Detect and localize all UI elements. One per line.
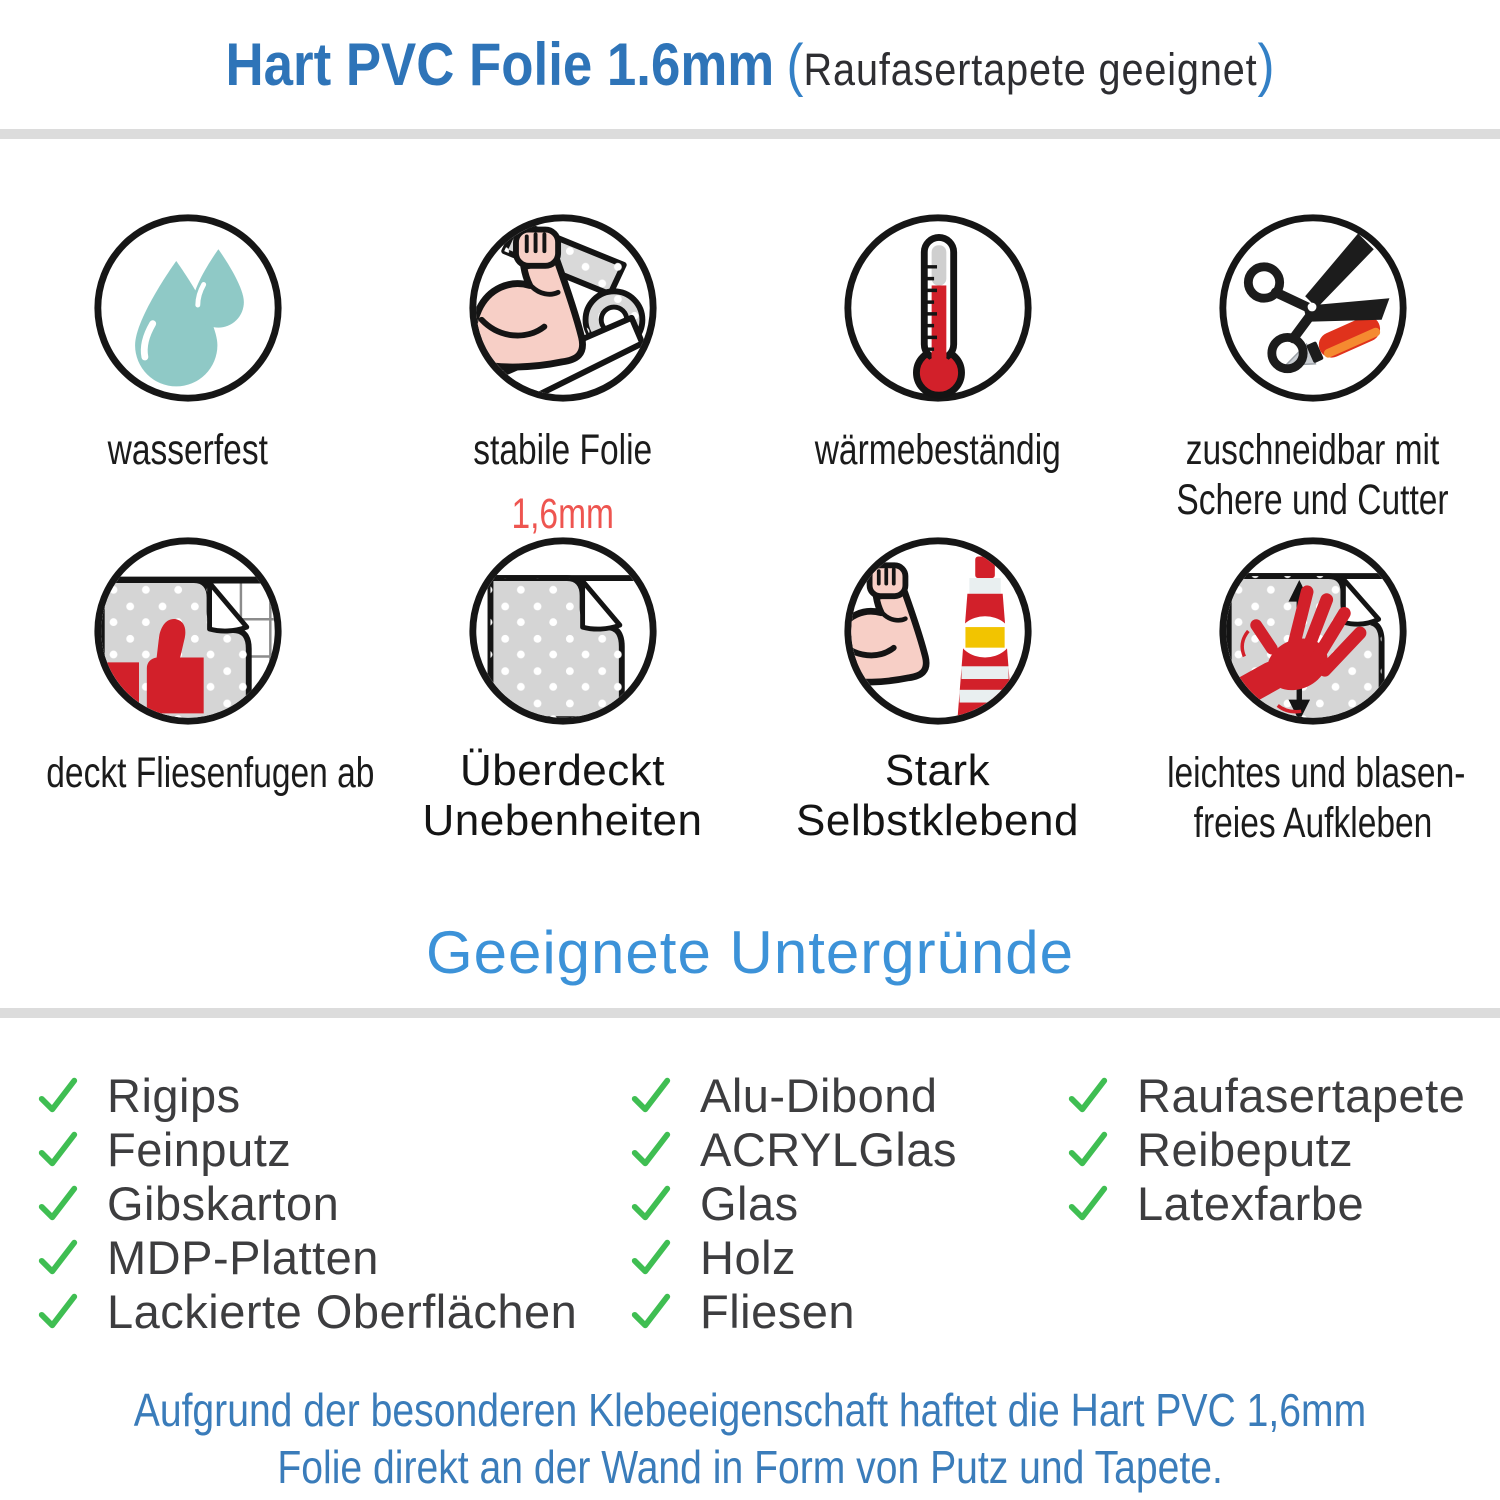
feature-caption: Stark (884, 746, 991, 795)
check-icon (628, 1288, 674, 1334)
feature-caption-line2: Unebenheiten (422, 796, 703, 845)
list-item-label: Rigips (107, 1068, 241, 1122)
list-item (35, 1068, 577, 1122)
check-icon (35, 1180, 81, 1226)
list-item (35, 1230, 577, 1284)
feature-caption: wärmebeständig (814, 426, 1061, 474)
check-icon (1065, 1126, 1111, 1172)
feature-caption: stabile Folie (473, 426, 652, 474)
list-item (628, 1284, 957, 1338)
list-item (1065, 1176, 1465, 1230)
divider-middle (0, 1008, 1500, 1018)
feature-caption: leichtes und blasen- (1167, 749, 1466, 797)
check-icon (628, 1234, 674, 1280)
check-icon (35, 1234, 81, 1280)
list-item-label: ACRYLGlas (700, 1122, 958, 1176)
check-icon (1065, 1180, 1111, 1226)
feature-caption-line2: Selbstklebend (796, 796, 1079, 845)
list-item-label: Reibeputz (1137, 1122, 1354, 1176)
check-icon (35, 1072, 81, 1118)
list-item-label: Lackierte Oberflächen (107, 1284, 578, 1338)
list-item (628, 1068, 957, 1122)
section-title: Geeignete Untergründe (425, 919, 1075, 986)
page-title (0, 30, 1500, 99)
title-paren-open: ( (786, 33, 804, 98)
list-item-label: Latexfarbe (1137, 1176, 1365, 1230)
feature-caption: deckt Fliesenfugen ab (46, 749, 375, 797)
list-item (628, 1230, 957, 1284)
feature-fliesenfugen (0, 533, 375, 798)
feature-caption-thickness: 1,6mm (511, 490, 614, 538)
list-item-label: Glas (700, 1176, 799, 1230)
title-subtitle: Raufasertapete geeignet (803, 44, 1258, 95)
feature-wasserfest (0, 210, 375, 475)
list-item-label: Feinputz (107, 1122, 292, 1176)
muscle-glue-icon (840, 533, 1036, 729)
feature-caption: zuschneidbar mit (1185, 426, 1440, 474)
check-icon (35, 1288, 81, 1334)
list-item (35, 1176, 577, 1230)
check-icon (1065, 1072, 1111, 1118)
check-icon (628, 1126, 674, 1172)
feature-unebenheiten (375, 533, 750, 846)
list-item-label: Gibskarton (107, 1176, 340, 1230)
muscle-arm-foil-icon (465, 210, 661, 406)
check-icon (628, 1180, 674, 1226)
footer-line-1: Aufgrund der besonderen Klebeeigenschaft haftet die Hart PVC 1,6mm (133, 1384, 1367, 1436)
divider-top (0, 129, 1500, 139)
list-item-label: Fliesen (700, 1284, 856, 1338)
scissors-cutter-icon (1215, 210, 1411, 406)
feature-waermebestaendig (750, 210, 1125, 475)
footer-line-2: Folie direkt an der Wand in Form von Putz und Tapete. (277, 1441, 1223, 1493)
feature-zuschneidbar (1125, 210, 1500, 525)
feature-caption-line2: Schere und Cutter (1176, 476, 1449, 524)
feature-aufkleben (1125, 533, 1500, 848)
check-icon (35, 1126, 81, 1172)
list-item (628, 1122, 957, 1176)
footer-note (0, 1382, 1500, 1496)
feature-caption-line2: freies Aufkleben (1193, 799, 1432, 847)
water-drops-icon (90, 210, 286, 406)
title-paren-close: ) (1257, 33, 1275, 98)
list-item (1065, 1122, 1465, 1176)
list-item (35, 1122, 577, 1176)
feature-caption: Überdeckt (459, 746, 666, 795)
bubble-free-icon (1215, 533, 1411, 729)
list-item (628, 1176, 957, 1230)
thermometer-icon (840, 210, 1036, 406)
list-item-label: MDP-Platten (107, 1230, 379, 1284)
tile-joint-cover-icon (90, 533, 286, 729)
list-item-label: Holz (700, 1230, 797, 1284)
cover-unevenness-icon (465, 533, 661, 729)
surface-list-column-1 (35, 1068, 577, 1338)
title-main: Hart PVC Folie 1.6mm (225, 31, 775, 98)
list-item (35, 1284, 577, 1338)
feature-selbstklebend (750, 533, 1125, 846)
list-item-label: Alu-Dibond (700, 1068, 938, 1122)
surface-list-column-2 (628, 1068, 957, 1338)
feature-caption: wasserfest (107, 426, 268, 474)
surface-list-column-3 (1065, 1068, 1465, 1230)
feature-stabile-folie (375, 210, 750, 539)
list-item-label: Raufasertapete (1137, 1068, 1466, 1122)
list-item (1065, 1068, 1465, 1122)
check-icon (628, 1072, 674, 1118)
